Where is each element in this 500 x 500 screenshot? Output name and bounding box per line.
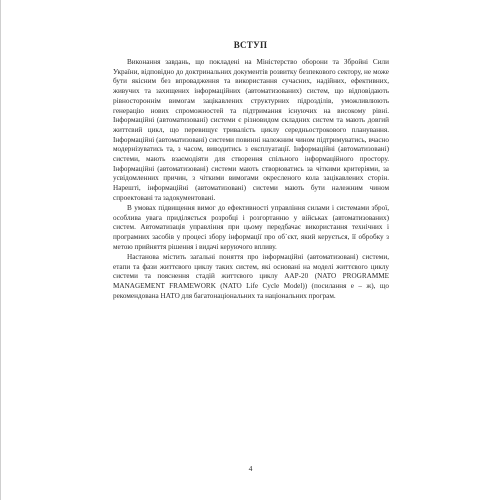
- body-text: [113, 58, 389, 302]
- page-number: 4: [248, 464, 253, 473]
- section-heading: ВСТУП: [233, 40, 268, 50]
- paragraph: Настанова містить загальні поняття про інформаційні (автоматизовані) системи, етапи та фази життєвого циклу таких систем, які основані на моделі життєвого циклу системи та пояснення стадій життєвого циклу AAP-20 (NATO PROGRAMME MANAGEMENT FRAMEWORK (NATO Life Cycle Model)) (посилання е – ж), що рекомендована НАТО для багатонаціональних та національних програм.: [113, 253, 389, 300]
- paragraph: В умовах підвищення вимог до ефективності управління силами і системами зброї, особлива увага приділяється розробці і розгортанню у військах (автоматизованих) систем. Автоматизація управління при цьому передбачає використання технічних і програмних засобів у процесі збору інформації про об`єкт, який керується, її обробку з метою прийняття рішення і видачі керуючого впливу.: [113, 204, 389, 251]
- paragraph: Виконання завдань, що покладені на Міністерство оборони та Збройні Сили України, відповідно до доктринальних документів розвитку безпекового сектору, не може бути якісним без впровадження та використання сучасних, надійних, ефективних, живучих та захищених інформаційних (автоматизованих) систем, що відповідають рівностороннім вимогам зацікавлених структурних підрозділів, уможливлюють генерацію нових спроможностей та підтримання існуючих на високому рівні. Інформаційні (автоматизовані) системи є різновидом складних систем та мають довгий життєвий цикл, що перевищує тривалість циклу середньострокового планування. Інформаційні (автоматизовані) системи повинні належним чином підтримуватись, вчасно модернізуватись та, з часом, виводитись з експлуатації. Інформаційні (автоматизовані) системи, мають взаємодіяти для створення спільного інформаційного простору. Інформаційні (автоматизовані) системи мають створюватись за чіткими критеріями, за усвідомленних причин, з чіткими вимогами окресленого кола зацікавлених сторін. Нарешті, інформаційні (автоматизовані) системи мають бути належним чином спроектовані та задокументовані.: [113, 58, 389, 202]
